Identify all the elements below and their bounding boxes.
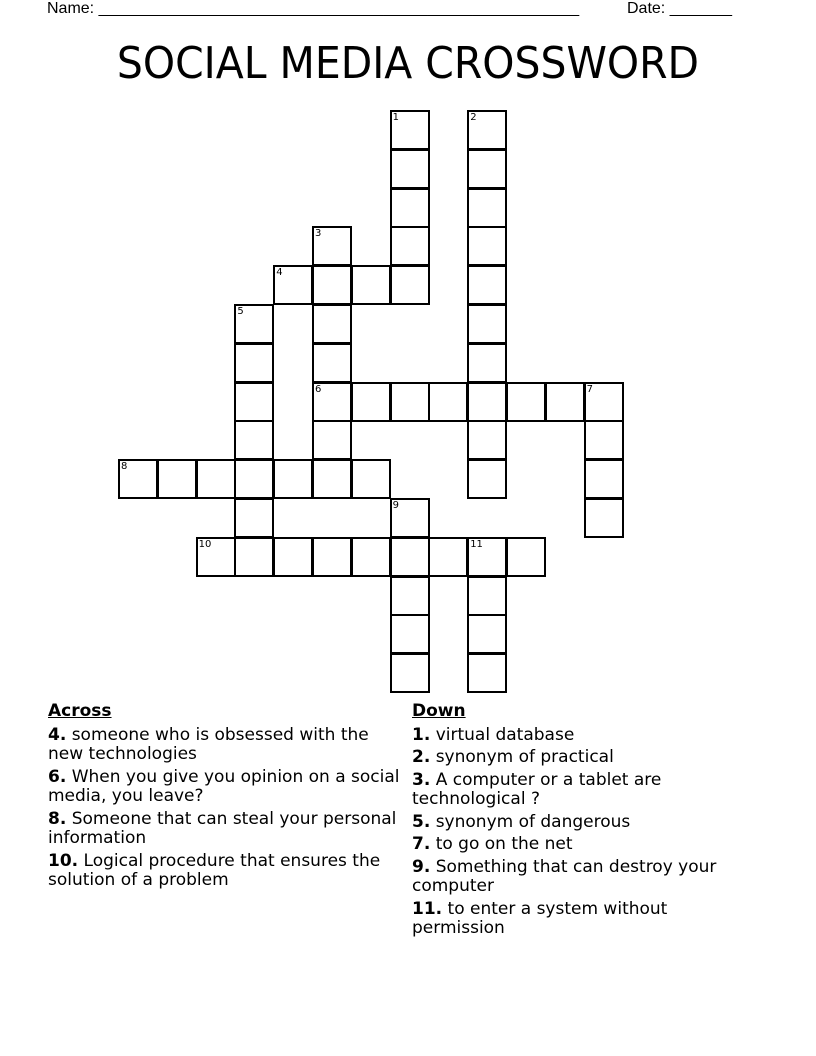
clue-number: 8. xyxy=(48,808,67,829)
grid-cell[interactable] xyxy=(234,537,274,577)
date-label: Date: xyxy=(627,0,666,17)
grid-cell[interactable] xyxy=(467,576,507,616)
grid-cell[interactable] xyxy=(312,459,352,499)
grid-cell[interactable] xyxy=(351,265,391,305)
down-heading: Down xyxy=(412,701,466,721)
down-clue xyxy=(412,726,742,746)
grid-cell[interactable] xyxy=(234,420,274,460)
clue-text: A computer or a tablet are technological ? xyxy=(412,769,662,809)
grid-cell[interactable] xyxy=(467,226,507,266)
name-line: ______________________________________________________ xyxy=(98,0,580,17)
grid-cell[interactable] xyxy=(312,420,352,460)
clue-number: 2. xyxy=(412,747,431,767)
clue-text: someone who is obsessed with the new technologies xyxy=(48,724,369,764)
clue-number: 5. xyxy=(412,811,431,832)
grid-cell[interactable] xyxy=(351,537,391,577)
grid-cell[interactable] xyxy=(467,343,507,383)
across-clue xyxy=(48,810,400,849)
across-heading: Across xyxy=(48,701,112,721)
cell-number: 11 xyxy=(470,538,483,550)
clue-number: 1. xyxy=(412,724,431,745)
grid-cell[interactable] xyxy=(467,420,507,460)
clue-text: synonym of dangerous xyxy=(435,811,631,832)
cell-number: 7 xyxy=(586,383,593,395)
down-clue xyxy=(412,748,742,768)
across-clue xyxy=(48,726,400,765)
grid-cell[interactable] xyxy=(467,382,507,422)
clue-number: 4. xyxy=(48,724,67,745)
grid-cell[interactable] xyxy=(234,304,274,344)
grid-cell[interactable] xyxy=(428,537,468,577)
grid-cell[interactable] xyxy=(390,188,430,228)
down-clue xyxy=(412,835,742,855)
grid-cell[interactable] xyxy=(390,576,430,616)
grid-cell[interactable] xyxy=(545,382,585,422)
clue-number: 3. xyxy=(412,769,431,790)
grid-cell[interactable] xyxy=(312,304,352,344)
across-clue xyxy=(48,852,400,891)
grid-cell[interactable] xyxy=(390,537,430,577)
grid-cell[interactable] xyxy=(390,265,430,305)
grid-cell[interactable] xyxy=(467,459,507,499)
grid-cell[interactable] xyxy=(234,343,274,383)
grid-cell[interactable] xyxy=(467,265,507,305)
clue-number: 6. xyxy=(48,766,67,787)
grid-cell[interactable] xyxy=(234,382,274,422)
grid-cell[interactable] xyxy=(312,537,352,577)
cell-number: 9 xyxy=(392,500,399,511)
cell-number: 8 xyxy=(121,461,128,473)
grid-cell[interactable] xyxy=(390,149,430,189)
clue-number: 9. xyxy=(412,856,431,877)
grid-cell[interactable] xyxy=(584,459,624,499)
clue-text: virtual database xyxy=(435,724,575,745)
grid-cell[interactable] xyxy=(234,459,274,499)
grid-cell[interactable] xyxy=(584,498,624,538)
cell-number: 1 xyxy=(392,112,399,123)
cell-number: 6 xyxy=(315,383,322,395)
down-clue xyxy=(412,813,742,833)
cell-number: 2 xyxy=(470,112,477,123)
grid-cell[interactable] xyxy=(312,343,352,383)
clue-text: When you give you opinion on a social media, you leave? xyxy=(48,766,400,806)
grid-cell[interactable] xyxy=(467,188,507,228)
grid-cell[interactable] xyxy=(390,653,430,693)
clue-text: synonym of practical xyxy=(435,747,614,767)
clue-text: Something that can destroy your computer xyxy=(412,856,717,896)
grid-cell[interactable] xyxy=(390,382,430,422)
grid-cell[interactable] xyxy=(351,382,391,422)
page-title: SOCIAL MEDIA CROSSWORD xyxy=(116,38,700,89)
clue-text: to enter a system without permission xyxy=(412,898,668,938)
grid-cell[interactable] xyxy=(273,459,313,499)
grid-cell[interactable] xyxy=(390,498,430,538)
grid-cell[interactable] xyxy=(467,149,507,189)
grid-cell[interactable] xyxy=(584,420,624,460)
across-clue xyxy=(48,768,400,807)
grid-cell[interactable] xyxy=(196,459,236,499)
grid-cell[interactable] xyxy=(312,226,352,266)
name-label: Name: xyxy=(47,0,95,17)
clue-number: 11. xyxy=(412,898,443,919)
grid-cell[interactable] xyxy=(312,382,352,422)
cell-number: 10 xyxy=(198,538,212,550)
grid-cell[interactable] xyxy=(467,537,507,577)
grid-cell[interactable] xyxy=(506,382,546,422)
grid-cell[interactable] xyxy=(312,265,352,305)
down-clue xyxy=(412,771,742,810)
down-clue xyxy=(412,858,742,897)
grid-cell[interactable] xyxy=(273,265,313,305)
grid-cell[interactable] xyxy=(584,382,624,422)
grid-cell[interactable] xyxy=(196,537,236,577)
cell-number: 3 xyxy=(315,228,322,240)
grid-cell[interactable] xyxy=(390,614,430,654)
clue-text: to go on the net xyxy=(435,834,573,854)
date-line: _______ xyxy=(669,0,732,17)
grid-cell[interactable] xyxy=(467,110,507,150)
grid-cell[interactable] xyxy=(118,459,158,499)
grid-cell[interactable] xyxy=(390,110,430,150)
grid-cell[interactable] xyxy=(273,537,313,577)
grid-cell[interactable] xyxy=(351,459,391,499)
cell-number: 5 xyxy=(237,306,244,317)
clue-text: Logical procedure that ensures the solution of a problem xyxy=(48,850,381,890)
cell-number: 4 xyxy=(276,267,283,279)
down-clues xyxy=(412,702,742,942)
grid-cell[interactable] xyxy=(428,382,468,422)
clue-text: Someone that can steal your personal information xyxy=(48,808,397,848)
grid-cell[interactable] xyxy=(157,459,197,499)
clue-number: 10. xyxy=(48,850,79,871)
clue-number: 7. xyxy=(412,834,431,854)
across-clues xyxy=(48,702,400,894)
grid-cell[interactable] xyxy=(467,614,507,654)
grid-cell[interactable] xyxy=(506,537,546,577)
grid-cell[interactable] xyxy=(234,498,274,538)
grid-cell[interactable] xyxy=(467,304,507,344)
grid-cell[interactable] xyxy=(467,653,507,693)
grid-cell[interactable] xyxy=(390,226,430,266)
down-clue xyxy=(412,900,742,939)
